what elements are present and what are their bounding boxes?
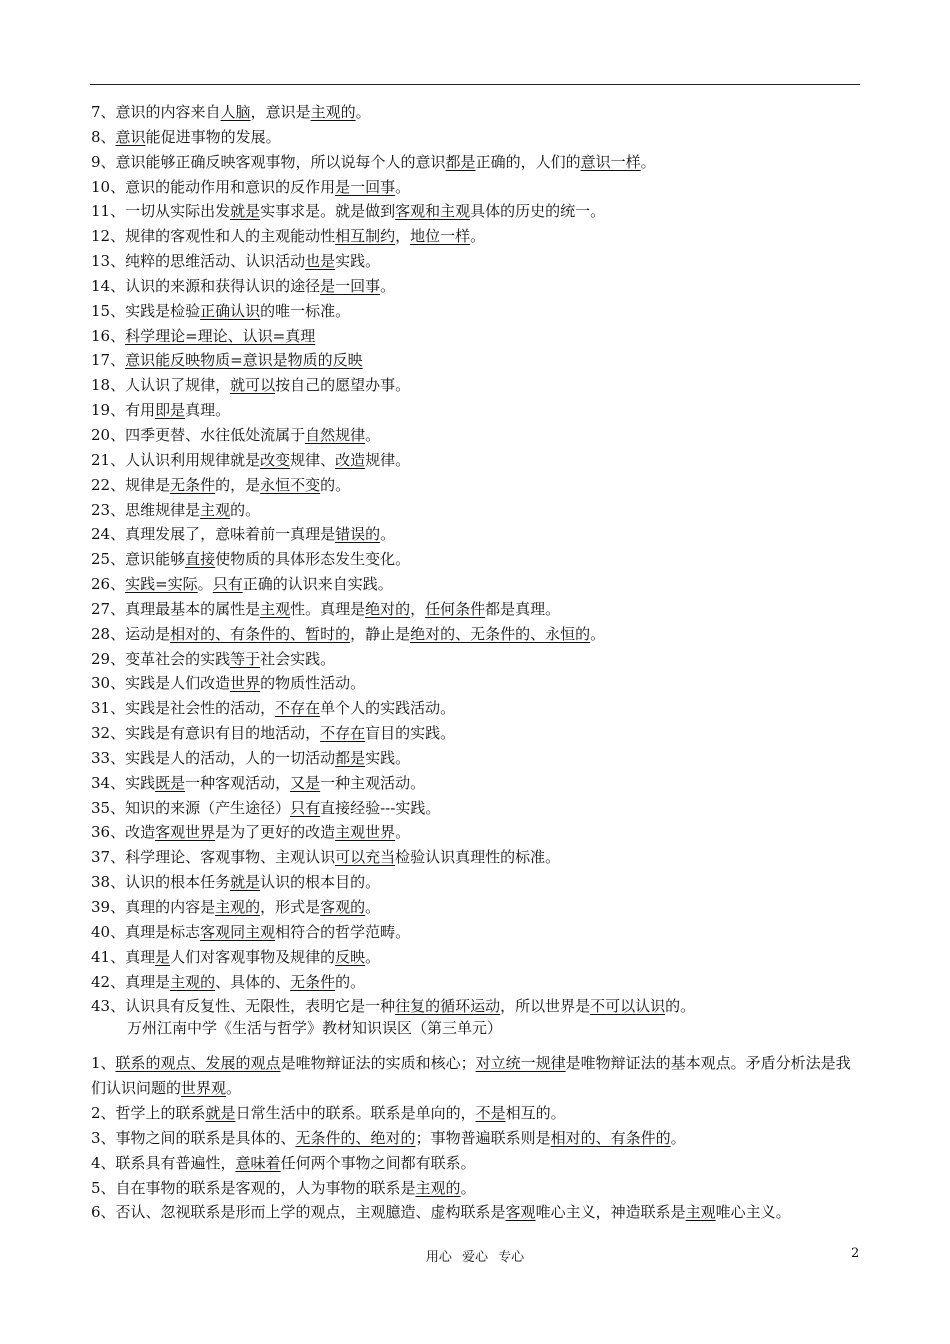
list-item (91, 473, 871, 498)
text-segment: 实践。 (335, 252, 381, 271)
text-segment: 39、真理的内容是 (91, 898, 216, 916)
text-segment: 单个人的实践活动。 (320, 699, 456, 718)
text-segment: 。 (380, 525, 396, 544)
list-item (91, 1200, 861, 1225)
text-segment: 。 (460, 1178, 476, 1197)
underlined-text: 对立统一规律 (475, 1054, 566, 1072)
text-segment: 是唯物辩证法的基本观点。矛盾分析法是我们认识问题的 (91, 1054, 851, 1097)
list-item (91, 870, 871, 895)
list-item (91, 572, 871, 597)
list-item (91, 920, 871, 945)
text-segment: 1、 (91, 1054, 116, 1072)
list-item (91, 175, 871, 200)
text-segment: 7、意识的内容来自 (91, 103, 221, 121)
underlined-text: 就可以 (230, 376, 276, 395)
text-segment: 唯心主义，神造联系是 (535, 1203, 686, 1222)
text-segment: 。 (197, 575, 213, 594)
text-segment: 、具体的、 (215, 972, 291, 991)
text-segment: 36、改造 (91, 823, 156, 842)
text-segment: 盲目的实践。 (365, 724, 456, 743)
list-item (91, 274, 871, 299)
text-segment: 。 (395, 177, 411, 196)
list-item (91, 448, 871, 473)
underlined-text: 只有 (212, 575, 243, 594)
underlined-text: 等于 (230, 649, 261, 668)
underlined-text: 联系的观点、发展的观点 (115, 1054, 281, 1072)
underlined-text: 往复的循环运动 (395, 997, 501, 1016)
list-item (91, 796, 871, 821)
underlined-text: 都是 (335, 748, 366, 767)
list-item (91, 547, 871, 572)
underlined-text: 主观的 (310, 103, 356, 121)
underlined-text: 就是 (230, 202, 261, 221)
text-segment: 。 (395, 823, 411, 842)
list-item (91, 597, 871, 622)
text-segment: 检验认识真理性的标准。 (395, 848, 561, 867)
list-item (91, 498, 871, 523)
underlined-text: 无条件 (170, 475, 216, 494)
text-segment: 日常生活中的联系。联系是单向的， (235, 1103, 476, 1122)
underlined-text: 正确认识 (200, 301, 261, 320)
text-segment: 22、规律是 (91, 475, 171, 494)
underlined-text: 主观的 (170, 972, 216, 991)
underlined-text: 就是 (205, 1103, 236, 1122)
text-segment: 相互的。 (505, 1103, 566, 1122)
text-segment: 37、科学理论、客观事物、主观认识 (91, 848, 336, 867)
underlined-text: 任何条件 (425, 599, 486, 618)
text-segment: 26、 (91, 575, 126, 594)
underlined-text: 是 (155, 947, 171, 966)
text-segment: 真理。 (185, 401, 231, 420)
underlined-text: 客观同主观 (200, 922, 276, 941)
text-segment: 30、实践是人们改造 (91, 674, 231, 693)
text-segment: 。 (226, 1078, 242, 1097)
text-segment: 都是真理。 (485, 599, 561, 618)
list-item (91, 1101, 861, 1126)
text-segment: 的，是 (215, 475, 261, 494)
text-segment: 27、真理最基本的属性是 (91, 599, 261, 618)
text-segment: 13、纯粹的思维活动、认识活动 (91, 252, 306, 271)
text-segment: 2、哲学上的联系 (91, 1103, 206, 1122)
list-item (91, 671, 871, 696)
list-item (91, 1126, 861, 1151)
text-segment: 18、人认识了规律， (91, 376, 231, 395)
text-segment: 正确的，人们的 (475, 152, 581, 171)
underlined-text: 主观世界 (335, 823, 396, 842)
list-item (91, 647, 871, 672)
text-segment: 34、实践 (91, 773, 156, 792)
text-segment: 。 (640, 152, 656, 171)
underlined-text: 主观的 (415, 1178, 461, 1197)
underlined-text: 又是 (290, 773, 321, 792)
underlined-text: 主观 (200, 500, 231, 519)
list-item (91, 970, 871, 995)
underlined-text: 不是 (475, 1103, 506, 1122)
underlined-text: 即是 (155, 401, 186, 420)
text-segment: 相符合的哲学范畴。 (275, 922, 411, 941)
text-segment: 5、自在事物的联系是客观的，人为事物的联系是 (91, 1178, 416, 1197)
text-segment: 的。 (665, 997, 696, 1016)
text-segment: 42、真理是 (91, 972, 171, 991)
list-item (91, 622, 871, 647)
text-segment: ， (410, 599, 426, 618)
text-segment: ，静止是 (350, 624, 411, 643)
list-item (91, 398, 871, 423)
underlined-text: 就是 (230, 873, 261, 892)
text-segment: 使物质的具体形态发生变化。 (215, 550, 411, 569)
underlined-text: 错误的 (335, 525, 381, 544)
underlined-text: 不可以认识 (590, 997, 666, 1016)
text-segment: 40、真理是标志 (91, 922, 201, 941)
text-segment: 14、认识的来源和获得认识的途径 (91, 276, 321, 295)
list-item (91, 771, 871, 796)
underlined-text: 人脑 (220, 103, 251, 121)
text-segment: 23、思维规律是 (91, 500, 201, 519)
section-title: 万州江南中学《生活与哲学》教材知识误区（第三单元） (127, 1019, 503, 1037)
underlined-text: 相对的、有条件的 (550, 1128, 671, 1147)
text-segment: 正确的认识来自实践。 (242, 575, 393, 594)
text-segment: 9、意识能够正确反映客观事物，所以说每个人的意识 (91, 152, 446, 171)
underlined-text: 科学理论=理论、认识=真理 (125, 326, 316, 345)
text-segment: 43、认识具有反复性、无限性，表明它是一种 (91, 997, 396, 1016)
text-segment: 15、实践是检验 (91, 301, 201, 320)
underlined-text: 世界 (230, 674, 261, 693)
underlined-text: 主观的 (215, 898, 261, 916)
text-segment: 。 (365, 898, 381, 916)
text-segment: 。 (380, 276, 396, 295)
underlined-text: 绝对的、无条件的、永恒的 (410, 624, 591, 643)
text-segment: 直接经验---实践。 (320, 798, 441, 817)
text-segment: 是为了更好的改造 (215, 823, 336, 842)
text-segment: 规律。 (365, 450, 411, 469)
text-segment: 。 (670, 1128, 686, 1147)
underlined-text: 不存在 (275, 699, 321, 718)
list-item (91, 1051, 861, 1101)
underlined-text: 意识能反映物质=意识是物质的反映 (125, 351, 363, 370)
list-item (91, 522, 871, 547)
text-segment: 任何两个事物之间都有联系。 (280, 1153, 476, 1172)
text-segment: 35、知识的来源（产生途径） (91, 798, 291, 817)
text-segment: 21、人认识利用规律就是 (91, 450, 261, 469)
text-segment: ， (395, 227, 411, 246)
text-segment: 社会实践。 (260, 649, 336, 668)
text-segment: 的唯一标准。 (260, 301, 351, 320)
text-segment: 能促进事物的发展。 (145, 127, 281, 146)
list-item (91, 895, 871, 920)
underlined-text: 既是 (155, 773, 186, 792)
text-segment: ；事物普遍联系则是 (415, 1128, 551, 1147)
text-segment: 实践。 (365, 748, 411, 767)
text-segment: 6、否认、忽视联系是形而上学的观点，主观臆造、虚构联系是 (91, 1203, 506, 1222)
text-segment: 28、运动是 (91, 624, 171, 643)
text-segment: 实事求是。就是做到 (260, 202, 396, 221)
list-item (91, 820, 871, 845)
text-segment: 的。 (320, 475, 351, 494)
underlined-text: 世界观 (181, 1078, 227, 1097)
underlined-text: 相互制约 (335, 227, 396, 246)
text-segment: 33、实践是人的活动，人的一切活动 (91, 748, 336, 767)
underlined-text: 无条件的、绝对的 (295, 1128, 416, 1147)
underlined-text: 也是 (305, 252, 336, 271)
underlined-text: 永恒不变 (260, 475, 321, 494)
text-segment: 认识的根本目的。 (260, 873, 381, 892)
underlined-text: 改变 (260, 450, 291, 469)
text-segment: 人们对客观事物及规律的 (170, 947, 336, 966)
underlined-text: 客观 (505, 1203, 536, 1222)
text-segment: 17、 (91, 351, 126, 370)
list-item (91, 324, 871, 349)
text-segment: 29、变革社会的实践 (91, 649, 231, 668)
text-segment: ，形式是 (260, 898, 321, 916)
header-rule (90, 84, 860, 85)
underlined-text: 意识一样 (580, 152, 641, 171)
text-segment: 41、真理 (91, 947, 156, 966)
list-item (91, 224, 871, 249)
list-item (91, 299, 871, 324)
list-item (91, 373, 871, 398)
text-segment: 的。 (230, 500, 261, 519)
text-segment: 的物质性活动。 (260, 674, 366, 693)
underlined-text: 客观和主观 (395, 202, 471, 221)
list-item (91, 845, 871, 870)
underlined-text: 意识 (115, 127, 146, 146)
text-segment: 。 (365, 425, 381, 444)
text-segment: 的。 (335, 972, 366, 991)
underlined-text: 反映 (335, 947, 366, 966)
list-item (91, 125, 871, 150)
text-segment: 25、意识能够 (91, 550, 186, 569)
underlined-text: 相对的、有条件的、暂时的 (170, 624, 351, 643)
text-segment: 唯心主义。 (715, 1203, 791, 1222)
text-segment: 16、 (91, 326, 126, 345)
list-item (91, 945, 871, 970)
text-segment: 具体的历史的统一。 (470, 202, 606, 221)
text-segment: 一种客观活动， (185, 773, 291, 792)
text-segment: 。 (355, 103, 371, 121)
underlined-text: 都是 (445, 152, 476, 171)
text-segment: 按自己的愿望办事。 (275, 376, 411, 395)
underlined-text: 改造 (335, 450, 366, 469)
underlined-text: 直接 (185, 550, 216, 569)
list-item (91, 150, 871, 175)
underlined-text: 是一回事 (335, 177, 396, 196)
underlined-text: 主观 (685, 1203, 716, 1222)
text-segment: 8、 (91, 127, 116, 146)
underlined-text: 主观 (260, 599, 291, 618)
text-segment: 24、真理发展了，意味着前一真理是 (91, 525, 336, 544)
list-item (91, 746, 871, 771)
text-segment: 19、有用 (91, 401, 156, 420)
text-segment: 10、意识的能动作用和意识的反作用 (91, 177, 336, 196)
text-segment: 12、规律的客观性和人的主观能动性 (91, 227, 336, 246)
misconception-list-unit2 (91, 100, 871, 1019)
list-item (91, 1176, 861, 1201)
underlined-text: 意味着 (235, 1153, 281, 1172)
underlined-text: 客观的 (320, 898, 366, 916)
text-segment: 。 (470, 227, 486, 246)
underlined-text: 实践=实际 (125, 575, 198, 594)
list-item (91, 721, 871, 746)
text-segment: 20、四季更替、水往低处流属于 (91, 425, 306, 444)
underlined-text: 可以充当 (335, 848, 396, 867)
list-item (91, 100, 871, 125)
text-segment: 11、一切从实际出发 (91, 202, 231, 221)
underlined-text: 绝对的 (365, 599, 411, 618)
text-segment: 一种主观活动。 (320, 773, 426, 792)
text-segment: 。 (365, 947, 381, 966)
text-segment: 32、实践是有意识有目的地活动， (91, 724, 321, 743)
text-segment: 31、实践是社会性的活动， (91, 699, 276, 718)
list-item (91, 1151, 861, 1176)
page-footer: 用心 爱心 专心 (425, 1250, 525, 1265)
list-item (91, 249, 871, 274)
text-segment: 4、联系具有普遍性， (91, 1153, 236, 1172)
text-segment: 性。真理是 (290, 599, 366, 618)
text-segment: 是唯物辩证法的实质和核心； (280, 1054, 476, 1072)
page-number: 2 (851, 1246, 860, 1261)
list-item (91, 199, 871, 224)
list-item (91, 348, 871, 373)
underlined-text: 无条件 (290, 972, 336, 991)
text-segment: 规律、 (290, 450, 336, 469)
list-item (91, 696, 871, 721)
text-segment: 3、事物之间的联系是具体的、 (91, 1128, 296, 1147)
underlined-text: 自然规律 (305, 425, 366, 444)
underlined-text: 是一回事 (320, 276, 381, 295)
text-segment: ，意识是 (250, 103, 311, 121)
text-segment: 。 (590, 624, 606, 643)
misconception-list-unit3 (91, 1051, 861, 1225)
underlined-text: 不存在 (320, 724, 366, 743)
underlined-text: 只有 (290, 798, 321, 817)
list-item (91, 423, 871, 448)
text-segment: 38、认识的根本任务 (91, 873, 231, 892)
text-segment: ，所以世界是 (500, 997, 591, 1016)
underlined-text: 客观世界 (155, 823, 216, 842)
underlined-text: 地位一样 (410, 227, 471, 246)
